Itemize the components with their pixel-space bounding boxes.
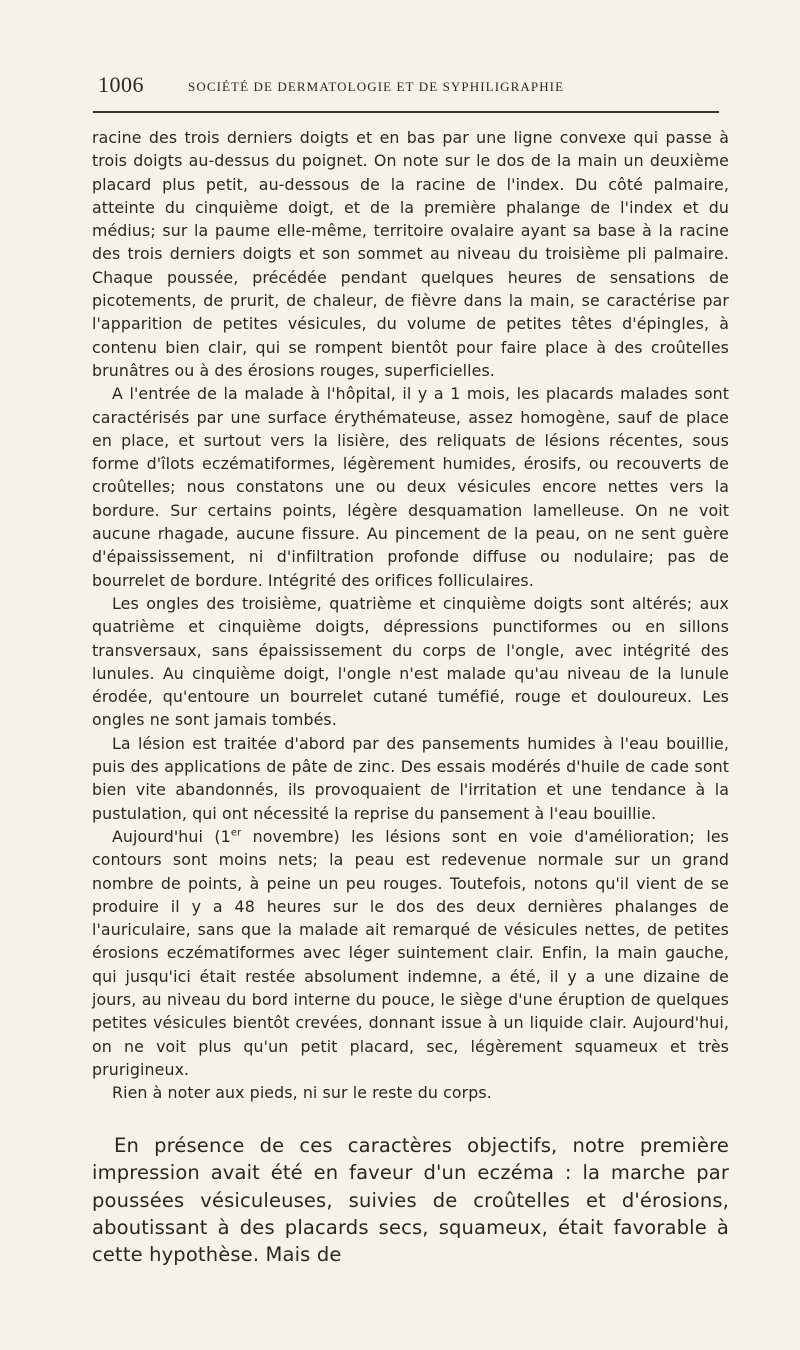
paragraph-2: A l'entrée de la malade à l'hôpital, il y a 1 mois, les placards malades sont caractérisés par une surface érythémateuse, assez homogène, sauf de place en place, et surtout vers la lisière, des reliquats de lésions récentes, sous forme d'îlots eczématiformes, légèrement humides, érosifs, ou recouverts de croûtelles; nous constatons une ou deux vésicules encore nettes vers la bordure. Sur certains points, légère desquamation lamelleuse. On ne voit aucune rhagade, aucune fissure. Au pincement de la peau, on ne sent guère d'épaississement, ni d'infiltration profonde diffuse ou nodulaire; pas de bourrelet de bordure. Intégrité des orifices folliculaires. xyxy=(92,384,729,590)
page-header xyxy=(92,72,720,102)
paragraph-5-superscript: er xyxy=(230,827,242,839)
paragraph-5-rest: novembre) les lésions sont en voie d'amélioration; les contours sont moins nets; la peau est redevenue normale sur un grand nombre de points, à peine un peu rouges. Toutefois, notons qu'il vient de se produire il y a 48 heures sur le dos des deux dernières phalanges de l'auriculaire, sans que la malade ait remarqué de vésicules nettes, de petites érosions eczématiformes avec léger suintement clair. Enfin, la main gauche, qui jusqu'ici était restée absolument indemne, a été, il y a une dizaine de jours, au niveau du bord interne du pouce, le siège d'une éruption de quelques petites vésicules bientôt crevées, donnant issue à un liquide clair. Aujourd'hui, on ne voit plus qu'un petit placard, sec, légèrement squameux et très prurigineux. xyxy=(92,826,729,1079)
paragraph-5 xyxy=(92,825,729,1081)
large-paragraph-1: En présence de ces caractères objectifs, notre première impression avait été en faveur d'un eczéma : la marche par poussées vésiculeuses, suivies de croûtelles et d'érosions, aboutissant à des placards secs, squameux, était favorable à cette hypothèse. Mais de xyxy=(92,1134,729,1267)
paragraph-5-start: Aujourd'hui (1 xyxy=(112,826,231,846)
paragraph-1: racine des trois derniers doigts et en bas par une ligne convexe qui passe à trois doigts au-dessus du poignet. On note sur le dos de la main un deuxième placard plus petit, au-dessous de la racine de l'index. Du côté palmaire, atteinte du cinquième doigt, et de la première phalange de l'index et du médius; sur la paume elle-même, territoire ovalaire ayant sa base à la racine des trois derniers doigts et son sommet au niveau du troisième pli palmaire. Chaque poussée, précédée pendant quelques heures de sensations de picotements, de prurit, de chaleur, de fièvre dans la main, se caractérise par l'apparition de petites vésicules, du volume de petites têtes d'épingles, à contenu bien clair, qui se rompent bientôt pour faire place à des croûtelles brunâtres ou à des érosions rouges, superficielles. xyxy=(92,128,729,380)
header-rule xyxy=(93,111,719,113)
body-text xyxy=(92,126,729,1104)
paragraph-4: La lésion est traitée d'abord par des pansements humides à l'eau bouillie, puis des applications de pâte de zinc. Des essais modérés d'huile de cade sont bien vite abandonnés, ils provoquaient de l'irritation et une tendance à la pustulation, qui ont nécessité la reprise du pansement à l'eau bouillie. xyxy=(92,733,729,823)
large-text-block xyxy=(92,1132,729,1268)
paragraph-6: Rien à noter aux pieds, ni sur le reste du corps. xyxy=(112,1083,492,1103)
page-number: 1006 xyxy=(98,72,144,97)
running-head: SOCIÉTÉ DE DERMATOLOGIE ET DE SYPHILIGRAPHIE xyxy=(188,79,565,94)
paragraph-3: Les ongles des troisième, quatrième et cinquième doigts sont altérés; aux quatrième et cinquième doigts, dépressions punctiformes ou en sillons transversaux, sans épaississement du corps de l'ongle, avec intégrité des lunules. Au cinquième doigt, l'ongle n'est malade qu'au niveau de la lunule érodée, qu'entoure un bourrelet cutané tuméfié, rouge et douloureux. Les ongles ne sont jamais tombés. xyxy=(92,593,729,730)
